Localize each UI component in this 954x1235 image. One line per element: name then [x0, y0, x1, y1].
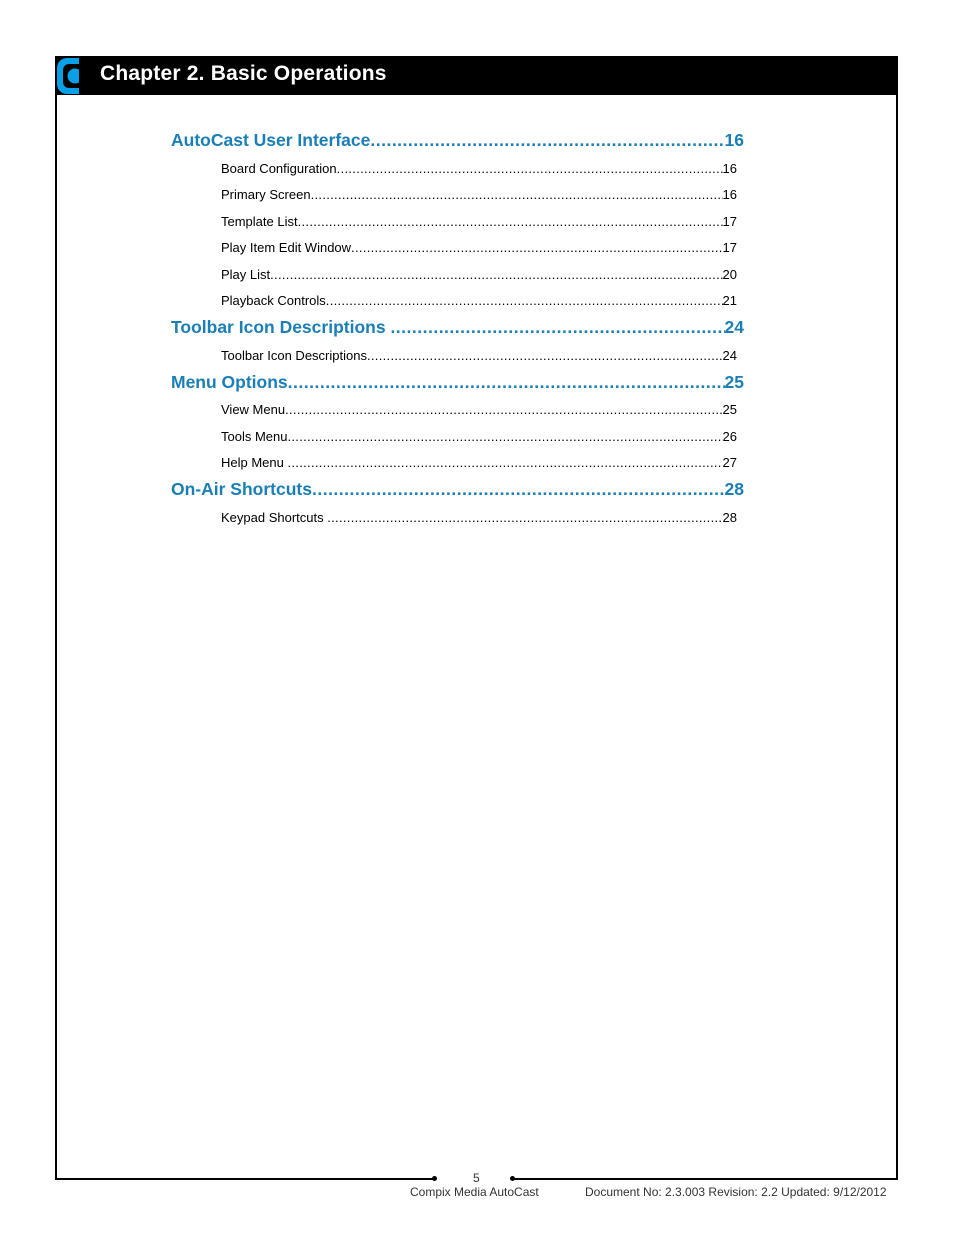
toc-entry-page: 21 [722, 293, 737, 308]
toc-entry-autocast-user-interface[interactable] [171, 130, 744, 152]
toc-entry-on-air-shortcuts[interactable] [171, 479, 744, 501]
toc-entry-tools-menu[interactable] [221, 429, 737, 446]
toc-leader [288, 372, 725, 393]
toc-entry-page: 17 [722, 240, 737, 255]
toc-entry-page: 16 [722, 187, 737, 202]
toc-entry-label: Template List [221, 214, 298, 229]
toc-entry-primary-screen[interactable] [221, 187, 737, 204]
toc-leader [326, 293, 723, 308]
toc-entry-label: Help Menu [221, 455, 288, 470]
toc-entry-toolbar-icon-descriptions[interactable] [171, 317, 744, 339]
toc-entry-label: Tools Menu [221, 429, 288, 444]
toc-entry-page: 28 [724, 479, 744, 499]
toc-entry-page: 27 [722, 455, 737, 470]
toc-leader [287, 429, 722, 444]
toc-entry-board-configuration[interactable] [221, 161, 737, 178]
toc-entry-label: Playback Controls [221, 293, 326, 308]
toc-entry-label: Menu Options [171, 372, 288, 392]
toc-entry-label: Primary Screen [221, 187, 311, 202]
toc-entry-page: 16 [722, 161, 737, 176]
chapter-bullet-icon [57, 58, 79, 94]
toc-leader [351, 240, 722, 255]
toc-entry-label: Toolbar Icon Descriptions [171, 317, 391, 337]
toc-entry-page: 26 [722, 429, 737, 444]
page-number: 5 [473, 1171, 480, 1185]
footer-dot-right [510, 1176, 515, 1181]
toc-leader [285, 402, 722, 417]
toc-entry-keypad-shortcuts[interactable] [221, 510, 737, 527]
toc-entry-view-menu[interactable] [221, 402, 737, 419]
toc-leader [298, 214, 723, 229]
toc-entry-menu-options[interactable] [171, 372, 744, 394]
toc-entry-label: Board Configuration [221, 161, 337, 176]
toc-entry-label: Keypad Shortcuts [221, 510, 328, 525]
chapter-title: Chapter 2. Basic Operations [100, 62, 387, 85]
toc-entry-label: Play Item Edit Window [221, 240, 352, 255]
toc-entry-play-list[interactable] [221, 267, 737, 284]
toc-entry-playback-controls[interactable] [221, 293, 737, 310]
toc-entry-play-item-edit-window[interactable] [221, 240, 737, 257]
toc-entry-page: 28 [722, 510, 737, 525]
toc-entry-label: Play List [221, 267, 271, 282]
footer-rule-left [55, 1178, 435, 1180]
toc-entry-label: Toolbar Icon Descriptions [221, 348, 367, 363]
toc-entry-toolbar-icon-descriptions-sub[interactable] [221, 348, 737, 365]
toc-entry-page: 25 [724, 372, 744, 392]
footer-rule-right [513, 1178, 898, 1180]
toc-entry-page: 16 [724, 130, 744, 150]
toc-entry-page: 24 [724, 317, 744, 337]
toc-leader [270, 267, 722, 282]
toc-leader [367, 348, 723, 363]
toc-entry-label: AutoCast User Interface [171, 130, 371, 150]
toc-entry-page: 25 [722, 402, 737, 417]
footer-dot-left [432, 1176, 437, 1181]
toc-leader [287, 455, 722, 470]
toc-leader [311, 187, 723, 202]
toc-entry-template-list[interactable] [221, 214, 737, 231]
toc-entry-help-menu[interactable] [221, 455, 737, 472]
footer-document-info: Document No: 2.3.003 Revision: 2.2 Updated: 9/12/2012 [585, 1185, 887, 1199]
toc-entry-page: 17 [722, 214, 737, 229]
toc-leader [327, 510, 722, 525]
toc-entry-page: 20 [722, 267, 737, 282]
toc-leader [390, 317, 724, 338]
toc-entry-label: On-Air Shortcuts [171, 479, 312, 499]
toc-leader [337, 161, 723, 176]
footer-product-name: Compix Media AutoCast [410, 1185, 539, 1199]
toc-leader [312, 479, 725, 500]
toc-entry-label: View Menu [221, 402, 286, 417]
toc-leader [370, 130, 724, 151]
toc-entry-page: 24 [722, 348, 737, 363]
